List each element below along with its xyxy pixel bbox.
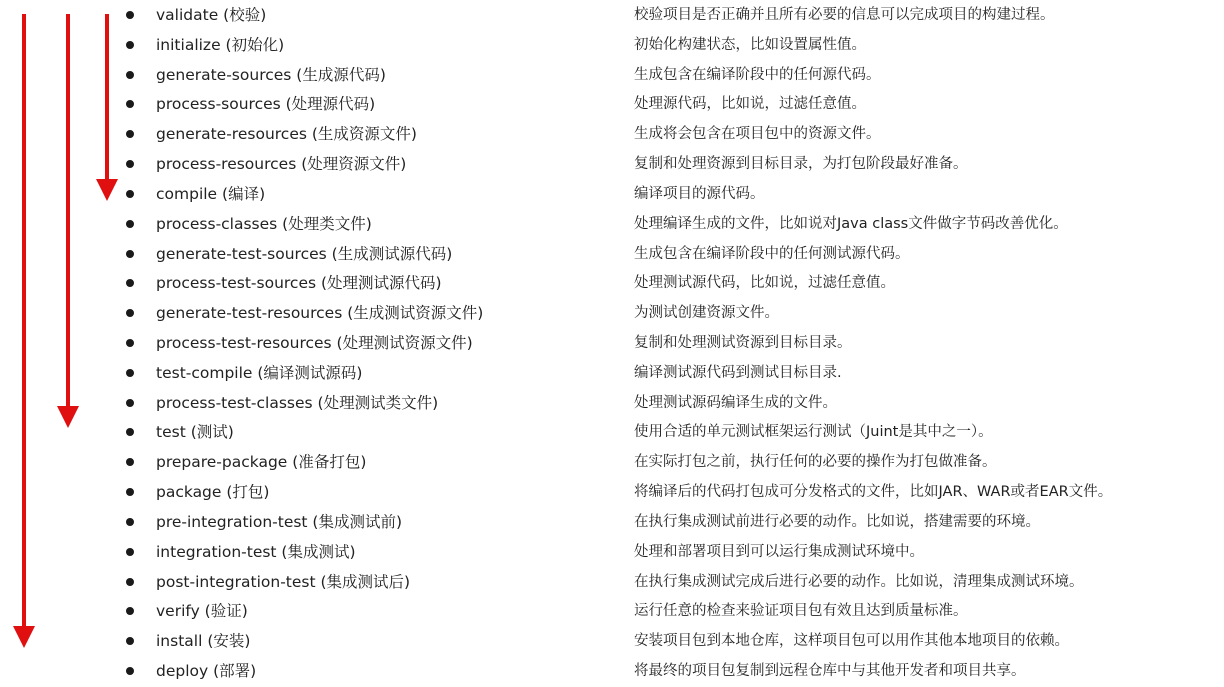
phase-description: 生成包含在编译阶段中的任何测试源代码。 <box>634 245 910 262</box>
bullet-icon <box>126 369 134 377</box>
bullet-icon <box>126 458 134 466</box>
phase-description: 处理源代码，比如说，过滤任意值。 <box>634 96 866 113</box>
phase-name: post-integration-test (集成测试后) <box>156 572 411 591</box>
phase-name: process-classes (处理类文件) <box>156 214 372 233</box>
phase-name: process-test-sources (处理测试源代码) <box>156 274 442 293</box>
phase-description: 安装项目包到本地仓库，这样项目包可以用作其他本地项目的依赖。 <box>634 633 1069 650</box>
phase-name: process-test-classes (处理测试类文件) <box>156 393 439 412</box>
phase-row <box>0 538 1224 568</box>
phase-description: 在实际打包之前，执行任何的必要的操作为打包做准备。 <box>634 454 997 471</box>
bullet-icon <box>126 220 134 228</box>
phase-row <box>0 657 1224 687</box>
phase-description: 校验项目是否正确并且所有必要的信息可以完成项目的构建过程。 <box>634 7 1055 23</box>
phase-description: 生成包含在编译阶段中的任何源代码。 <box>634 66 881 83</box>
phase-name: install (安装) <box>156 632 251 651</box>
bullet-icon <box>126 607 134 615</box>
phase-row <box>0 1 1224 31</box>
bullet-icon <box>126 428 134 436</box>
phase-name: verify (验证) <box>156 602 248 621</box>
phase-name: prepare-package (准备打包) <box>156 453 367 472</box>
phase-row <box>0 269 1224 299</box>
phase-description: 将最终的项目包复制到远程仓库中与其他开发者和项目共享。 <box>634 663 1026 680</box>
phase-row <box>0 508 1224 538</box>
bullet-icon <box>126 637 134 645</box>
phase-row <box>0 478 1224 508</box>
phase-name: generate-resources (生成资源文件) <box>156 125 417 144</box>
phase-row <box>0 389 1224 419</box>
phase-name: process-test-resources (处理测试资源文件) <box>156 334 473 353</box>
phase-description: 复制和处理资源到目标目录，为打包阶段最好准备。 <box>634 156 968 173</box>
phase-description: 使用合适的单元测试框架运行测试（Juint是其中之一）。 <box>634 424 993 441</box>
phase-name: process-sources (处理源代码) <box>156 95 376 114</box>
bullet-icon <box>126 250 134 258</box>
phase-description: 复制和处理测试资源到目标目录。 <box>634 335 852 352</box>
phase-row <box>0 180 1224 210</box>
phase-name: test-compile (编译测试源码) <box>156 363 363 382</box>
phase-row <box>0 597 1224 627</box>
phase-name: pre-integration-test (集成测试前) <box>156 512 403 531</box>
phase-name: package (打包) <box>156 483 270 502</box>
bullet-icon <box>126 190 134 198</box>
phase-row <box>0 90 1224 120</box>
phase-name: validate (校验) <box>156 6 267 24</box>
phase-description: 为测试创建资源文件。 <box>634 305 779 322</box>
phase-row <box>0 359 1224 389</box>
phase-description: 在执行集成测试完成后进行必要的动作。比如说，清理集成测试环境。 <box>634 573 1084 590</box>
phase-row <box>0 418 1224 448</box>
phase-name: deploy (部署) <box>156 662 257 681</box>
phase-description: 处理测试源码编译生成的文件。 <box>634 394 837 411</box>
phase-row <box>0 240 1224 270</box>
bullet-icon <box>126 71 134 79</box>
bullet-icon <box>126 11 134 19</box>
bullet-icon <box>126 160 134 168</box>
phase-description: 在执行集成测试前进行必要的动作。比如说，搭建需要的环境。 <box>634 513 1040 530</box>
phase-row <box>0 329 1224 359</box>
phase-name: generate-test-sources (生成测试源代码) <box>156 244 453 263</box>
phase-name: generate-test-resources (生成测试资源文件) <box>156 304 484 323</box>
phase-row <box>0 61 1224 91</box>
phase-row <box>0 299 1224 329</box>
bullet-icon <box>126 130 134 138</box>
phase-row <box>0 568 1224 598</box>
phase-name: generate-sources (生成源代码) <box>156 65 386 84</box>
phase-description: 处理和部署项目到可以运行集成测试环境中。 <box>634 543 924 560</box>
phase-row <box>0 31 1224 61</box>
phase-description: 运行任意的检查来验证项目包有效且达到质量标准。 <box>634 603 968 620</box>
phase-description: 初始化构建状态，比如设置属性值。 <box>634 36 866 53</box>
bullet-icon <box>126 518 134 526</box>
phase-description: 处理测试源代码，比如说，过滤任意值。 <box>634 275 895 292</box>
bullet-icon <box>126 100 134 108</box>
bullet-icon <box>126 339 134 347</box>
phase-row <box>0 448 1224 478</box>
bullet-icon <box>126 399 134 407</box>
phase-name: integration-test (集成测试) <box>156 542 356 561</box>
phase-description: 编译测试源代码到测试目标目录. <box>634 364 842 381</box>
phase-row <box>0 150 1224 180</box>
phase-description: 生成将会包含在项目包中的资源文件。 <box>634 126 881 143</box>
phase-description: 处理编译生成的文件，比如说对Java class文件做字节码改善优化。 <box>634 215 1068 232</box>
bullet-icon <box>126 488 134 496</box>
bullet-icon <box>126 548 134 556</box>
phase-row <box>0 210 1224 240</box>
phase-name: compile (编译) <box>156 184 266 203</box>
phase-name: test (测试) <box>156 423 234 442</box>
phase-description: 编译项目的源代码。 <box>634 185 765 202</box>
bullet-icon <box>126 41 134 49</box>
bullet-icon <box>126 578 134 586</box>
bullet-icon <box>126 279 134 287</box>
phase-name: initialize (初始化) <box>156 35 285 54</box>
bullet-icon <box>126 309 134 317</box>
phase-row <box>0 627 1224 657</box>
phase-name: process-resources (处理资源文件) <box>156 155 407 174</box>
phase-row <box>0 120 1224 150</box>
phase-description: 将编译后的代码打包成可分发格式的文件，比如JAR、WAR或者EAR文件。 <box>634 484 1113 501</box>
bullet-icon <box>126 667 134 675</box>
